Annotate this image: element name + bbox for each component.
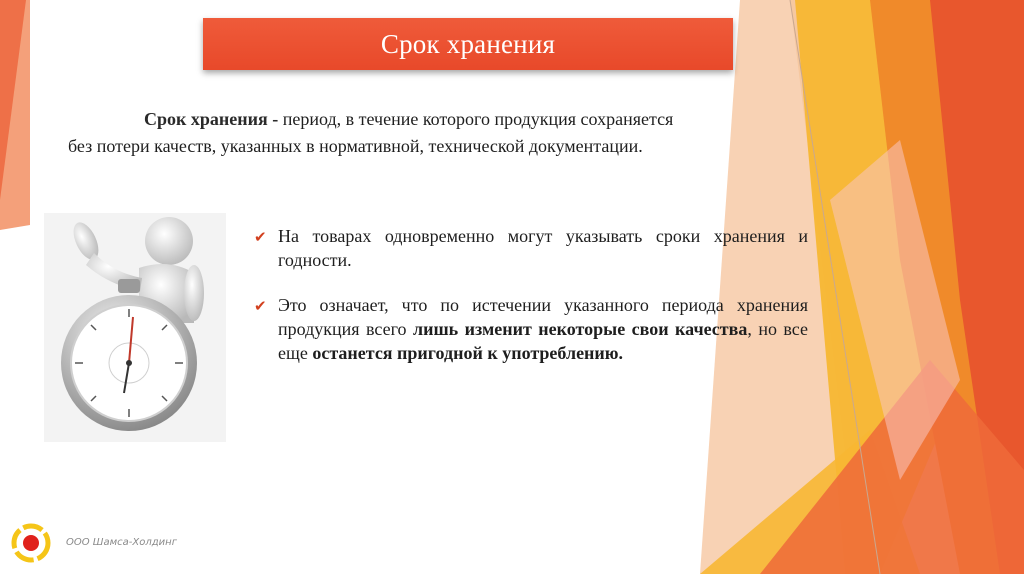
bullet-bold-2a: лишь изменит некоторые свои качества: [413, 319, 748, 339]
bullet-list: [254, 224, 808, 386]
check-icon: ✔: [254, 228, 267, 246]
person-with-stopwatch-icon: [44, 213, 226, 442]
bullet-text-2b: , но все еще: [278, 319, 808, 363]
definition-text-line1: период, в течение которого продукция сохраняется: [278, 109, 674, 129]
sun-logo-icon: [10, 522, 52, 564]
check-icon: ✔: [254, 297, 267, 315]
definition-term: Срок хранения -: [144, 109, 279, 129]
company-name: ООО Шамса-Холдинг: [66, 537, 177, 548]
bullet-item-1: [254, 224, 808, 272]
slide-title: Срок хранения: [380, 28, 556, 59]
bullet-text-2a: Это означает, что по истечении указанного периода хранения продукция всего: [278, 295, 808, 339]
bullet-bold-2b: останется пригодной к употреблению.: [312, 343, 624, 363]
bullet-text-1: На товарах одновременно могут указывать сроки хранения и годности.: [278, 226, 808, 270]
definition-paragraph: [68, 106, 788, 160]
stopwatch-illustration: [44, 213, 226, 442]
bullet-item-2: [254, 293, 808, 365]
definition-text-line2: без потери качеств, указанных в нормативной, технической документации.: [68, 136, 643, 156]
title-bar: [203, 18, 733, 70]
